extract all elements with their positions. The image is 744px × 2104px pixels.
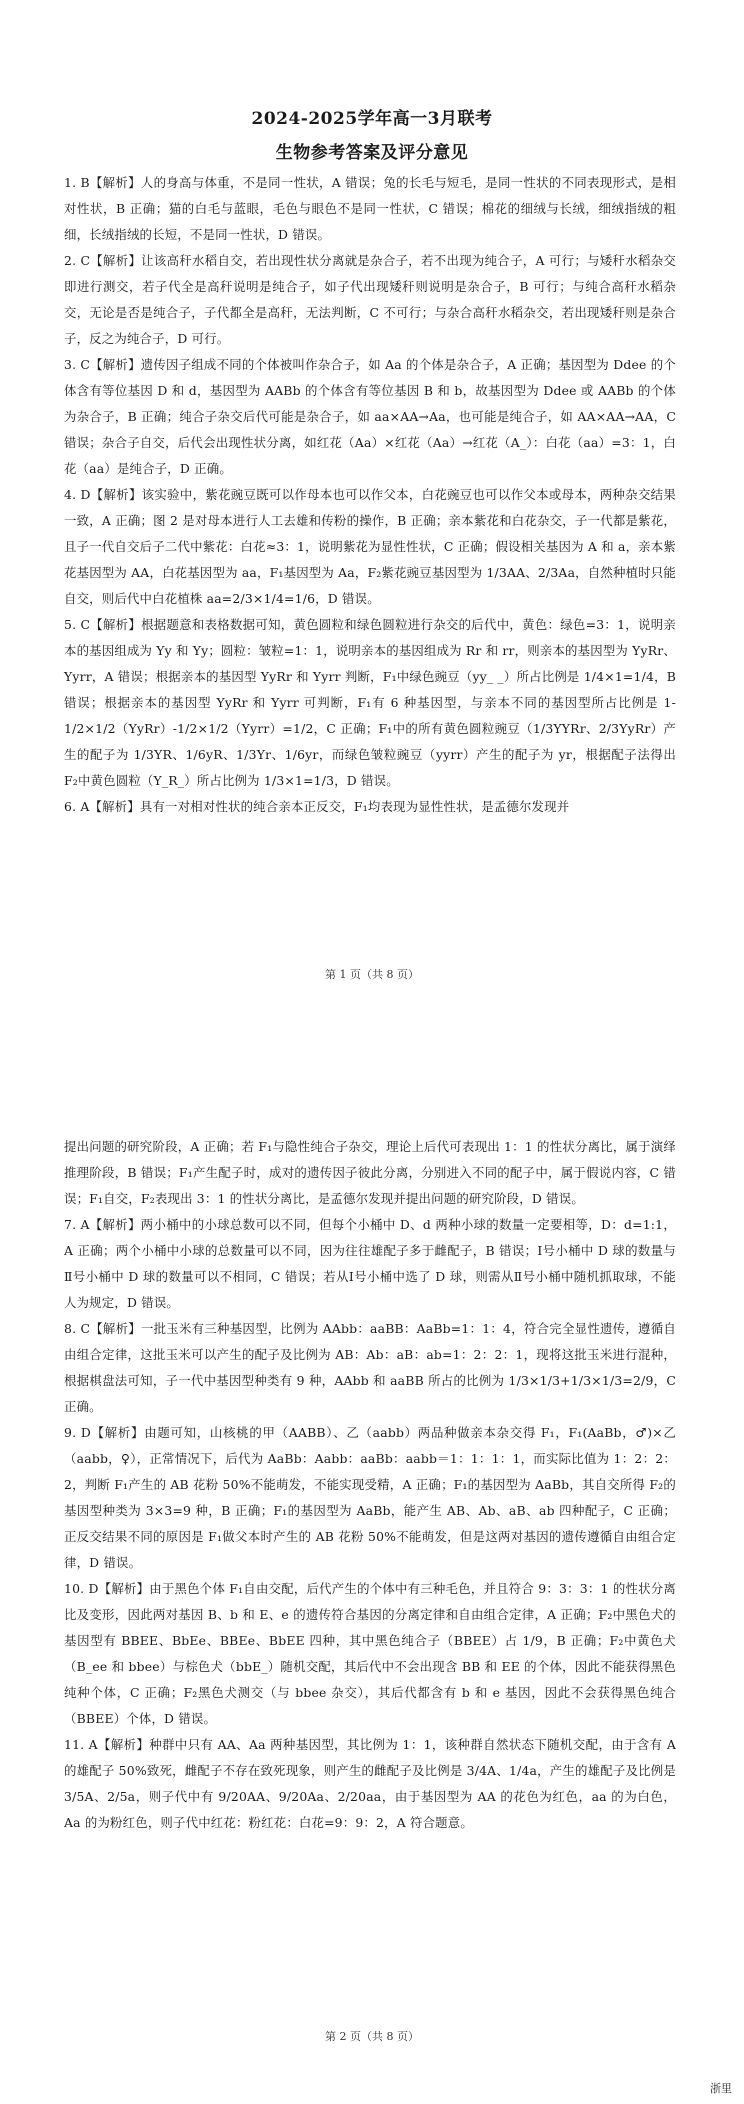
answer-list-page-2: [64, 1134, 676, 1836]
answer-5: 5. C【解析】根据题意和表格数据可知，黄色圆粒和绿色圆粒进行杂交的后代中，黄色：绿色=3：1，说明亲本的基因组成为 Yy 和 Yy；圆粒：皱粒=1：1，说明亲本的基因组成为 Rr 和 rr，则亲本的基因型为 YyRr、Yyrr，A 错误；根据亲本的基因型 YyRr 和 Yyrr 判断，F₁中绿色豌豆（yy_ _）所占比例是 1/4×1=1/4，B 错误；根据亲本的基因型 YyRr 和 Yyrr 可判断，F₁有 6 种基因型，与亲本不同的基因型所占比例是 1-1/2×1/2（YyRr）-1/2×1/2（Yyrr）=1/2，C 正确；F₁中的所有黄色圆粒豌豆（1/3YYRr、2/3YyRr）产生的配子为 1/3YR、1/6yR、1/3Yr、1/6yr，而绿色皱粒豌豆（yyrr）产生的配子为 yr，根据配子法得出 F₂中黄色圆粒（Y_R_）所占比例为 1/3×1=1/3，D 错误。: [64, 617, 676, 788]
answer-9: 9. D【解析】由题可知，山核桃的甲（AABB）、乙（aabb）两品种做亲本杂交得 F₁，F₁(AaBb，♂)×乙（aabb，♀），正常情况下，后代为 AaBb：Aabb：aaBb：aabb＝1：1：1：1，而实际比值为 1：2：2：2，判断 F₁产生的 AB 花粉 50%不能萌发，不能实现受精，A 正确；F₁的基因型为 AaBb，其自交所得 F₂的基因型种类为 3×3=9 种，B 正确；F₁的基因型为 AaBb，能产生 AB、Ab、aB、ab 四种配子，C 正确；正反交结果不同的原因是 F₁做父本时产生的 AB 花粉 50%不能萌发，但是这两对基因的遗传遵循自由组合定律，D 错误。: [64, 1425, 676, 1570]
corner-watermark: 浙里: [710, 2082, 732, 2095]
exam-title: 2024-2025学年高一3月联考: [251, 109, 493, 129]
answer-key-subtitle: 生物参考答案及评分意见: [275, 143, 469, 163]
answer-2: 2. C【解析】让该高秆水稻自交，若出现性状分离就是杂合子，若不出现为纯合子，A 可行；与矮秆水稻杂交即进行测交，若子代全是高秆说明是纯合子，如子代出现矮秆则说明是杂合子，B 可行；与纯合高秆水稻杂交，无论是否是纯合子，子代都全是高秆，无法判断，C 不可行；与杂合高秆水稻杂交，若出现矮秆则是杂合子，反之为纯合子，D 可行。: [64, 253, 676, 346]
answer-6-start: 6. A【解析】具有一对相对性状的纯合亲本正反交，F₁均表现为显性性状，是孟德尔发现并: [64, 799, 570, 814]
answer-3: 3. C【解析】遗传因子组成不同的个体被叫作杂合子，如 Aa 的个体是杂合子，A 正确；基因型为 Ddee 的个体含有等位基因 D 和 d，基因型为 AABb 的个体含有等位基因 B 和 b，故基因型为 Ddee 或 AABb 的个体为杂合子，B 正确；纯合子杂交后代可能是杂合子，如 aa×AA→Aa，也可能是纯合子，如 AA×AA→AA，C 错误；杂合子自交，后代会出现性状分离，如红花（Aa）×红花（Aa）→红花（A_）：白花（aa）=3：1，白花（aa）是纯合子，D 正确。: [64, 357, 676, 476]
answer-list-page-1: [64, 170, 676, 820]
answer-6-continued: 提出问题的研究阶段，A 正确；若 F₁与隐性纯合子杂交，理论上后代可表现出 1：1 的性状分离比，属于演绎推理阶段，B 错误；F₁产生配子时，成对的遗传因子彼此分离，分别进入不同的配子中，属于假说内容，C 错误；F₁自交，F₂表现出 3：1 的性状分离比，是孟德尔发现并提出问题的研究阶段，D 错误。: [64, 1139, 676, 1206]
answer-4: 4. D【解析】该实验中，紫花豌豆既可以作母本也可以作父本，白花豌豆也可以作父本或母本，两种杂交结果一致，A 正确；图 2 是对母本进行人工去雄和传粉的操作，B 正确；亲本紫花和白花杂交，子一代都是紫花，且子一代自交后子二代中紫花：白花≈3：1，说明紫花为显性性状，C 正确；假设相关基因为 A 和 a，亲本紫花基因型为 AA，白花基因型为 aa，F₁基因型为 Aa，F₂紫花豌豆基因型为 1/3AA、2/3Aa，自然种植时只能自交，则后代中白花植株 aa=2/3×1/4=1/6，D 错误。: [64, 487, 676, 606]
page-number: 第 2 页（共 8 页）: [325, 2030, 419, 2043]
answer-7: 7. A【解析】两小桶中的小球总数可以不同，但每个小桶中 D、d 两种小球的数量一定要相等，D：d=1:1，A 正确；两个小桶中小球的总数量可以不同，因为往往雄配子多于雌配子，B 错误；Ⅰ号小桶中 D 球的数量与Ⅱ号小桶中 D 球的数量可以不相同，C 错误；若从Ⅰ号小桶中选了 D 球，则需从Ⅱ号小桶中随机抓取球，不能人为规定，D 错误。: [64, 1217, 676, 1310]
answer-page-1: [0, 0, 744, 1000]
page-number: 第 1 页（共 8 页）: [325, 968, 419, 981]
answer-10: 10. D【解析】由于黑色个体 F₁自由交配，后代产生的个体中有三种毛色，并且符合 9：3：3：1 的性状分离比及变形，因此两对基因 B、b 和 E、e 的遗传符合基因的分离定律和自由组合定律，A 正确；F₂中黑色犬的基因型有 BBEE、BbEe、BBEe、BbEE 四种，其中黑色纯合子（BBEE）占 1/9，B 正确；F₂中黄色犬（B_ee 和 bbee）与棕色犬（bbE_）随机交配，其后代中不会出现含 BB 和 EE 的个体，因此不能获得黑色纯种个体，C 正确；F₂黑色犬测交（与 bbee 杂交），其后代都含有 b 和 e 基因，因此不会获得黑色纯合（BBEE）个体，D 错误。: [64, 1581, 676, 1726]
answer-11: 11. A【解析】种群中只有 AA、Aa 两种基因型，其比例为 1：1，该种群自然状态下随机交配，由于含有 A 的雄配子 50%致死，雌配子不存在致死现象，则产生的雌配子及比例是 3/4A、1/4a，产生的雄配子及比例是 3/5A、2/5a，则子代中有 9/20AA、9/20Aa、2/20aa，由于基因型为 AA 的花色为红色，aa 的为白色，Aa 的为粉红色，则子代中红花：粉红花：白花=9：9：2，A 符合题意。: [64, 1737, 676, 1830]
answer-page-2: [0, 1000, 744, 2104]
answer-1: 1. B【解析】人的身高与体重，不是同一性状，A 错误；兔的长毛与短毛，是同一性状的不同表现形式，是相对性状，B 正确；猫的白毛与蓝眼，毛色与眼色不是同一性状，C 错误；棉花的细绒与长绒，细绒指绒的粗细，长绒指绒的长短，不是同一性状，D 错误。: [64, 175, 676, 242]
answer-8: 8. C【解析】一批玉米有三种基因型，比例为 AAbb：aaBB：AaBb=1：1：4，符合完全显性遗传，遵循自由组合定律，这批玉米可以产生的配子及比例为 AB：Ab：aB：ab=1：2：2：1，现将这批玉米进行混种，根据棋盘法可知，子一代中基因型种类有 9 种，AAbb 和 aaBB 所占的比例为 1/3×1/3+1/3×1/3=2/9，C 正确。: [64, 1321, 676, 1414]
